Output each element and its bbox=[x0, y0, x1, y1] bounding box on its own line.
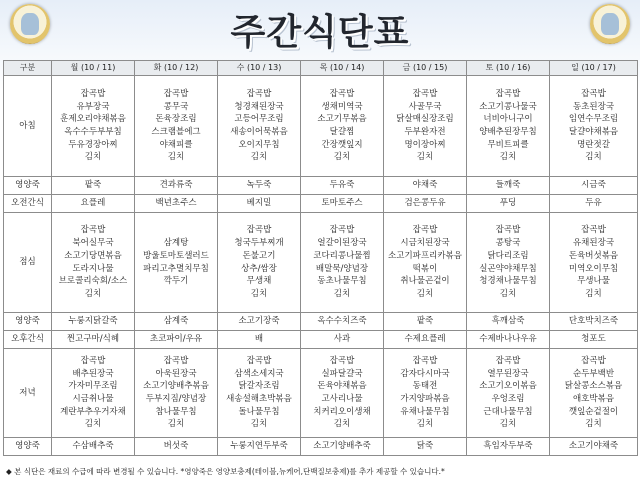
menu-item: 청경채된장국 bbox=[234, 101, 284, 112]
menu-item: 잡곡밥 bbox=[246, 88, 272, 99]
menu-item: 잡곡밥 bbox=[412, 88, 438, 99]
day-header: 금 (10 / 15) bbox=[384, 61, 467, 76]
menu-item: 잡곡밥 bbox=[246, 355, 272, 366]
footer-note: ◆ 본 식단은 재료의 수급에 따라 변경될 수 있습니다. *영양죽은 영양보충제(테이블,뉴케어,단백질보충제)를 추가 제공할 수 있습니다.* bbox=[6, 467, 445, 476]
menu-row-morning-snack bbox=[4, 195, 638, 213]
menu-cell bbox=[301, 213, 384, 313]
row-label: 영양죽 bbox=[4, 313, 52, 331]
menu-cell: 들깨죽 bbox=[467, 177, 550, 195]
menu-item: 잡곡밥 bbox=[329, 88, 355, 99]
menu-row-dinner bbox=[4, 349, 638, 438]
menu-item: 동태전 bbox=[412, 381, 438, 392]
row-label: 영양죽 bbox=[4, 177, 52, 195]
menu-cell: 흑임자두부죽 bbox=[467, 438, 550, 456]
menu-item: 오이지무침 bbox=[238, 139, 280, 150]
menu-cell: 토마토주스 bbox=[301, 195, 384, 213]
menu-cell: 수삼배추죽 bbox=[52, 438, 135, 456]
menu-cell: 옥수수치즈죽 bbox=[301, 313, 384, 331]
menu-item: 잡곡밥 bbox=[495, 88, 521, 99]
menu-cell bbox=[52, 213, 135, 313]
menu-item: 훈제오리야채볶음 bbox=[60, 114, 126, 125]
menu-row-breakfast bbox=[4, 76, 638, 177]
row-label: 아침 bbox=[4, 76, 52, 177]
menu-cell bbox=[467, 213, 550, 313]
menu-item: 잡곡밥 bbox=[329, 225, 355, 236]
menu-item: 새송설해초박볶음 bbox=[226, 394, 292, 404]
menu-item: 김치 bbox=[333, 152, 351, 163]
menu-item: 감자다시마국 bbox=[400, 368, 450, 379]
menu-item: 배추된장국 bbox=[72, 368, 114, 379]
menu-cell: 버섯죽 bbox=[135, 438, 218, 456]
menu-cell: 팥죽 bbox=[384, 313, 467, 331]
day-header: 목 (10 / 14) bbox=[301, 61, 384, 76]
menu-cell: 닭죽 bbox=[384, 438, 467, 456]
menu-cell: 소고기야채죽 bbox=[550, 438, 638, 456]
day-header: 토 (10 / 16) bbox=[467, 61, 550, 76]
menu-cell bbox=[301, 76, 384, 177]
page-title: 주간식단표 bbox=[230, 12, 410, 53]
menu-item: 무생채 bbox=[246, 276, 272, 287]
menu-item: 잡곡밥 bbox=[581, 88, 606, 99]
menu-item: 무생나물 bbox=[577, 276, 610, 287]
menu-cell bbox=[467, 76, 550, 177]
weekly-menu-table bbox=[3, 60, 638, 456]
menu-item: 달걀야채볶음 bbox=[568, 127, 619, 137]
menu-item: 콩무국 bbox=[163, 101, 189, 112]
menu-item: 잡곡밥 bbox=[581, 355, 606, 366]
menu-item: 김치 bbox=[499, 152, 517, 163]
menu-cell: 검은콩두유 bbox=[384, 195, 467, 213]
menu-item: 임연수무조림 bbox=[568, 114, 619, 125]
menu-cell: 두유죽 bbox=[301, 177, 384, 195]
menu-item: 우엉조림 bbox=[491, 394, 525, 404]
menu-item: 달걀찜 bbox=[329, 127, 355, 137]
menu-item: 닭살매실장조림 bbox=[396, 114, 454, 125]
menu-item: 간장깻잎지 bbox=[321, 139, 363, 150]
menu-cell bbox=[550, 349, 638, 438]
menu-item: 잡곡밥 bbox=[495, 355, 521, 366]
menu-item: 미역오이무침 bbox=[568, 263, 619, 274]
header-row bbox=[4, 61, 638, 76]
menu-cell bbox=[301, 349, 384, 438]
menu-item: 동초나물무침 bbox=[317, 276, 367, 287]
menu-item: 유부장국 bbox=[76, 101, 110, 112]
menu-item: 돈육야채볶음 bbox=[317, 381, 367, 392]
menu-cell: 베지밀 bbox=[218, 195, 301, 213]
menu-item: 잡곡밥 bbox=[163, 355, 189, 366]
menu-item: 깍두기 bbox=[163, 276, 189, 287]
menu-item: 김치 bbox=[499, 419, 517, 430]
menu-item: 김치 bbox=[333, 419, 351, 430]
menu-item: 잡곡밥 bbox=[329, 355, 355, 366]
menu-cell: 견과류죽 bbox=[135, 177, 218, 195]
menu-cell: 소고기장죽 bbox=[218, 313, 301, 331]
menu-item: 실곤약야채무침 bbox=[479, 263, 537, 274]
menu-cell bbox=[550, 213, 638, 313]
menu-item: 새송이어묵볶음 bbox=[230, 127, 288, 137]
day-header: 수 (10 / 13) bbox=[218, 61, 301, 76]
menu-cell: 누룽지닭갈죽 bbox=[52, 313, 135, 331]
menu-item: 떡볶이 bbox=[412, 263, 438, 274]
menu-item: 소고기콩나물국 bbox=[479, 101, 537, 112]
menu-item: 방울토마토샐러드 bbox=[143, 250, 209, 261]
menu-item: 김치 bbox=[585, 419, 602, 430]
menu-row-lunch-porridge bbox=[4, 313, 638, 331]
menu-item: 김치 bbox=[499, 288, 517, 299]
menu-item: 순두부백반 bbox=[572, 368, 615, 379]
menu-item: 닭갈자조림 bbox=[238, 381, 280, 392]
category-header: 구분 bbox=[4, 61, 52, 76]
menu-item: 아욱된장국 bbox=[155, 368, 197, 379]
menu-item: 김치 bbox=[416, 152, 434, 163]
menu-cell bbox=[550, 76, 638, 177]
menu-item: 청국두부찌개 bbox=[234, 238, 284, 249]
menu-item: 잡곡밥 bbox=[163, 88, 189, 99]
menu-cell: 단호박치즈죽 bbox=[550, 313, 638, 331]
menu-item: 북어실무국 bbox=[72, 238, 114, 249]
menu-item: 잡곡밥 bbox=[495, 225, 521, 236]
menu-cell: 누룽지연두부죽 bbox=[218, 438, 301, 456]
menu-item: 시금취나물 bbox=[72, 394, 114, 404]
menu-item: 파리고추멸치무침 bbox=[143, 263, 209, 274]
menu-item: 사골무국 bbox=[408, 101, 442, 112]
menu-item: 돈불고기 bbox=[242, 250, 276, 261]
day-header: 화 (10 / 12) bbox=[135, 61, 218, 76]
menu-item: 옥수수두부부침 bbox=[64, 127, 122, 137]
menu-item: 소고기당면볶음 bbox=[64, 250, 122, 261]
menu-item: 돈육버섯볶음 bbox=[568, 250, 619, 261]
menu-item: 유채된장국 bbox=[572, 238, 615, 249]
menu-item: 김치 bbox=[585, 288, 602, 299]
menu-cell: 수제바나나우유 bbox=[467, 331, 550, 349]
menu-item: 잡곡밥 bbox=[246, 225, 272, 236]
right-emblem-icon bbox=[590, 4, 630, 44]
menu-item: 양배추된장무침 bbox=[479, 127, 537, 137]
menu-cell: 팥죽 bbox=[52, 177, 135, 195]
menu-cell bbox=[218, 349, 301, 438]
menu-item: 스크램블에그 bbox=[151, 127, 201, 137]
row-label: 영양죽 bbox=[4, 438, 52, 456]
menu-item: 상추/쌈장 bbox=[241, 263, 277, 274]
menu-item: 닭살콩소스볶음 bbox=[564, 381, 623, 392]
menu-cell bbox=[467, 349, 550, 438]
menu-item: 가자미무조림 bbox=[68, 381, 118, 392]
menu-cell bbox=[384, 213, 467, 313]
menu-cell: 두유 bbox=[550, 195, 638, 213]
menu-item: 삼계탕 bbox=[163, 238, 189, 249]
menu-cell: 흑깨삼죽 bbox=[467, 313, 550, 331]
menu-cell: 소고기양배추죽 bbox=[301, 438, 384, 456]
menu-cell bbox=[218, 76, 301, 177]
menu-item: 가지양파볶음 bbox=[400, 394, 450, 404]
menu-cell bbox=[384, 349, 467, 438]
menu-cell bbox=[52, 349, 135, 438]
menu-cell: 백년초주스 bbox=[135, 195, 218, 213]
menu-item: 잡곡밥 bbox=[412, 355, 438, 366]
menu-row-dinner-porridge bbox=[4, 438, 638, 456]
menu-item: 시금치된장국 bbox=[400, 238, 450, 249]
menu-item: 잡곡밥 bbox=[80, 88, 106, 99]
menu-cell bbox=[218, 213, 301, 313]
menu-item: 김치 bbox=[84, 152, 102, 163]
menu-item: 소고기오이볶음 bbox=[479, 381, 537, 392]
menu-item: 돈육장조림 bbox=[155, 114, 197, 125]
menu-cell bbox=[52, 76, 135, 177]
menu-item: 삼색소세지국 bbox=[234, 368, 284, 379]
menu-item: 브로콜리숙회/소스 bbox=[58, 276, 128, 287]
menu-item: 코다리콩나물찜 bbox=[313, 250, 371, 261]
menu-cell: 찐고구마/식혜 bbox=[52, 331, 135, 349]
menu-item: 배말묵/양념장 bbox=[315, 263, 369, 274]
menu-item: 청경채나물무침 bbox=[479, 276, 537, 287]
menu-cell: 요플레 bbox=[52, 195, 135, 213]
menu-item: 고등어무조림 bbox=[234, 114, 284, 125]
menu-item: 김치 bbox=[250, 152, 268, 163]
menu-item: 김치 bbox=[585, 152, 602, 163]
row-label: 오전간식 bbox=[4, 195, 52, 213]
menu-item: 명란젓갈 bbox=[577, 139, 610, 150]
menu-item: 깻잎순겉절이 bbox=[568, 406, 619, 417]
menu-item: 콩탕국 bbox=[495, 238, 521, 249]
menu-cell: 시금죽 bbox=[550, 177, 638, 195]
menu-cell bbox=[384, 76, 467, 177]
menu-item: 두유경장아찌 bbox=[68, 139, 118, 150]
menu-item: 김치 bbox=[167, 419, 185, 430]
menu-item: 돌나물무침 bbox=[238, 406, 280, 417]
menu-cell bbox=[135, 349, 218, 438]
menu-row-afternoon-snack bbox=[4, 331, 638, 349]
menu-item: 소고기양배추볶음 bbox=[143, 381, 209, 392]
menu-item: 소고기무볶음 bbox=[317, 114, 367, 125]
menu-item: 김치 bbox=[84, 419, 102, 430]
menu-item: 근대나물무침 bbox=[483, 406, 533, 417]
menu-row-breakfast-porridge bbox=[4, 177, 638, 195]
menu-item: 열무된장국 bbox=[487, 368, 529, 379]
menu-cell: 푸딩 bbox=[467, 195, 550, 213]
day-header: 월 (10 / 11) bbox=[52, 61, 135, 76]
menu-item: 너비아니구이 bbox=[483, 114, 533, 125]
menu-cell: 삼계죽 bbox=[135, 313, 218, 331]
menu-cell: 초코파이/우유 bbox=[135, 331, 218, 349]
menu-item: 무비트피클 bbox=[487, 139, 529, 150]
menu-item: 동초된장국 bbox=[572, 101, 615, 112]
menu-item: 유채나물무침 bbox=[400, 406, 450, 417]
menu-item: 잡곡밥 bbox=[581, 225, 606, 236]
row-label: 점심 bbox=[4, 213, 52, 313]
menu-item: 취나물곤겉이 bbox=[400, 276, 450, 287]
menu-item: 계란부추우거자채 bbox=[60, 406, 126, 417]
menu-item: 두부지짐/양념장 bbox=[145, 394, 207, 404]
menu-item: 치커리오이생채 bbox=[313, 406, 371, 417]
menu-item: 김치 bbox=[250, 288, 268, 299]
menu-item: 생채미역국 bbox=[321, 101, 363, 112]
menu-item: 애호박볶음 bbox=[572, 394, 615, 404]
menu-item: 김치 bbox=[416, 288, 434, 299]
menu-cell: 야채죽 bbox=[384, 177, 467, 195]
menu-cell: 녹두죽 bbox=[218, 177, 301, 195]
day-header: 일 (10 / 17) bbox=[550, 61, 638, 76]
row-label: 저녁 bbox=[4, 349, 52, 438]
menu-item: 참나물무침 bbox=[155, 406, 197, 417]
menu-item: 도라지나물 bbox=[72, 263, 114, 274]
menu-item: 얼갈이된장국 bbox=[317, 238, 367, 249]
menu-item: 김치 bbox=[333, 288, 351, 299]
menu-item: 잡곡밥 bbox=[80, 355, 106, 366]
menu-cell: 수제요플레 bbox=[384, 331, 467, 349]
menu-cell bbox=[135, 76, 218, 177]
menu-item: 명이장아찌 bbox=[404, 139, 446, 150]
menu-item: 실파달걀국 bbox=[321, 368, 363, 379]
menu-item: 잡곡밥 bbox=[80, 225, 106, 236]
menu-row-lunch bbox=[4, 213, 638, 313]
row-label: 오후간식 bbox=[4, 331, 52, 349]
menu-item: 고사리나물 bbox=[321, 394, 363, 404]
menu-item: 김치 bbox=[250, 419, 268, 430]
menu-cell bbox=[135, 213, 218, 313]
menu-item: 김치 bbox=[167, 152, 185, 163]
menu-item: 닭다리조림 bbox=[487, 250, 529, 261]
menu-item: 김치 bbox=[84, 288, 102, 299]
menu-cell: 청포도 bbox=[550, 331, 638, 349]
menu-cell: 배 bbox=[218, 331, 301, 349]
header bbox=[0, 0, 640, 56]
menu-item: 잡곡밥 bbox=[412, 225, 438, 236]
menu-cell: 사과 bbox=[301, 331, 384, 349]
menu-item: 소고기파프리카볶음 bbox=[388, 250, 462, 261]
menu-item: 두부완자전 bbox=[404, 127, 446, 137]
menu-item: 야채피클 bbox=[159, 139, 193, 150]
menu-item: 김치 bbox=[416, 419, 434, 430]
